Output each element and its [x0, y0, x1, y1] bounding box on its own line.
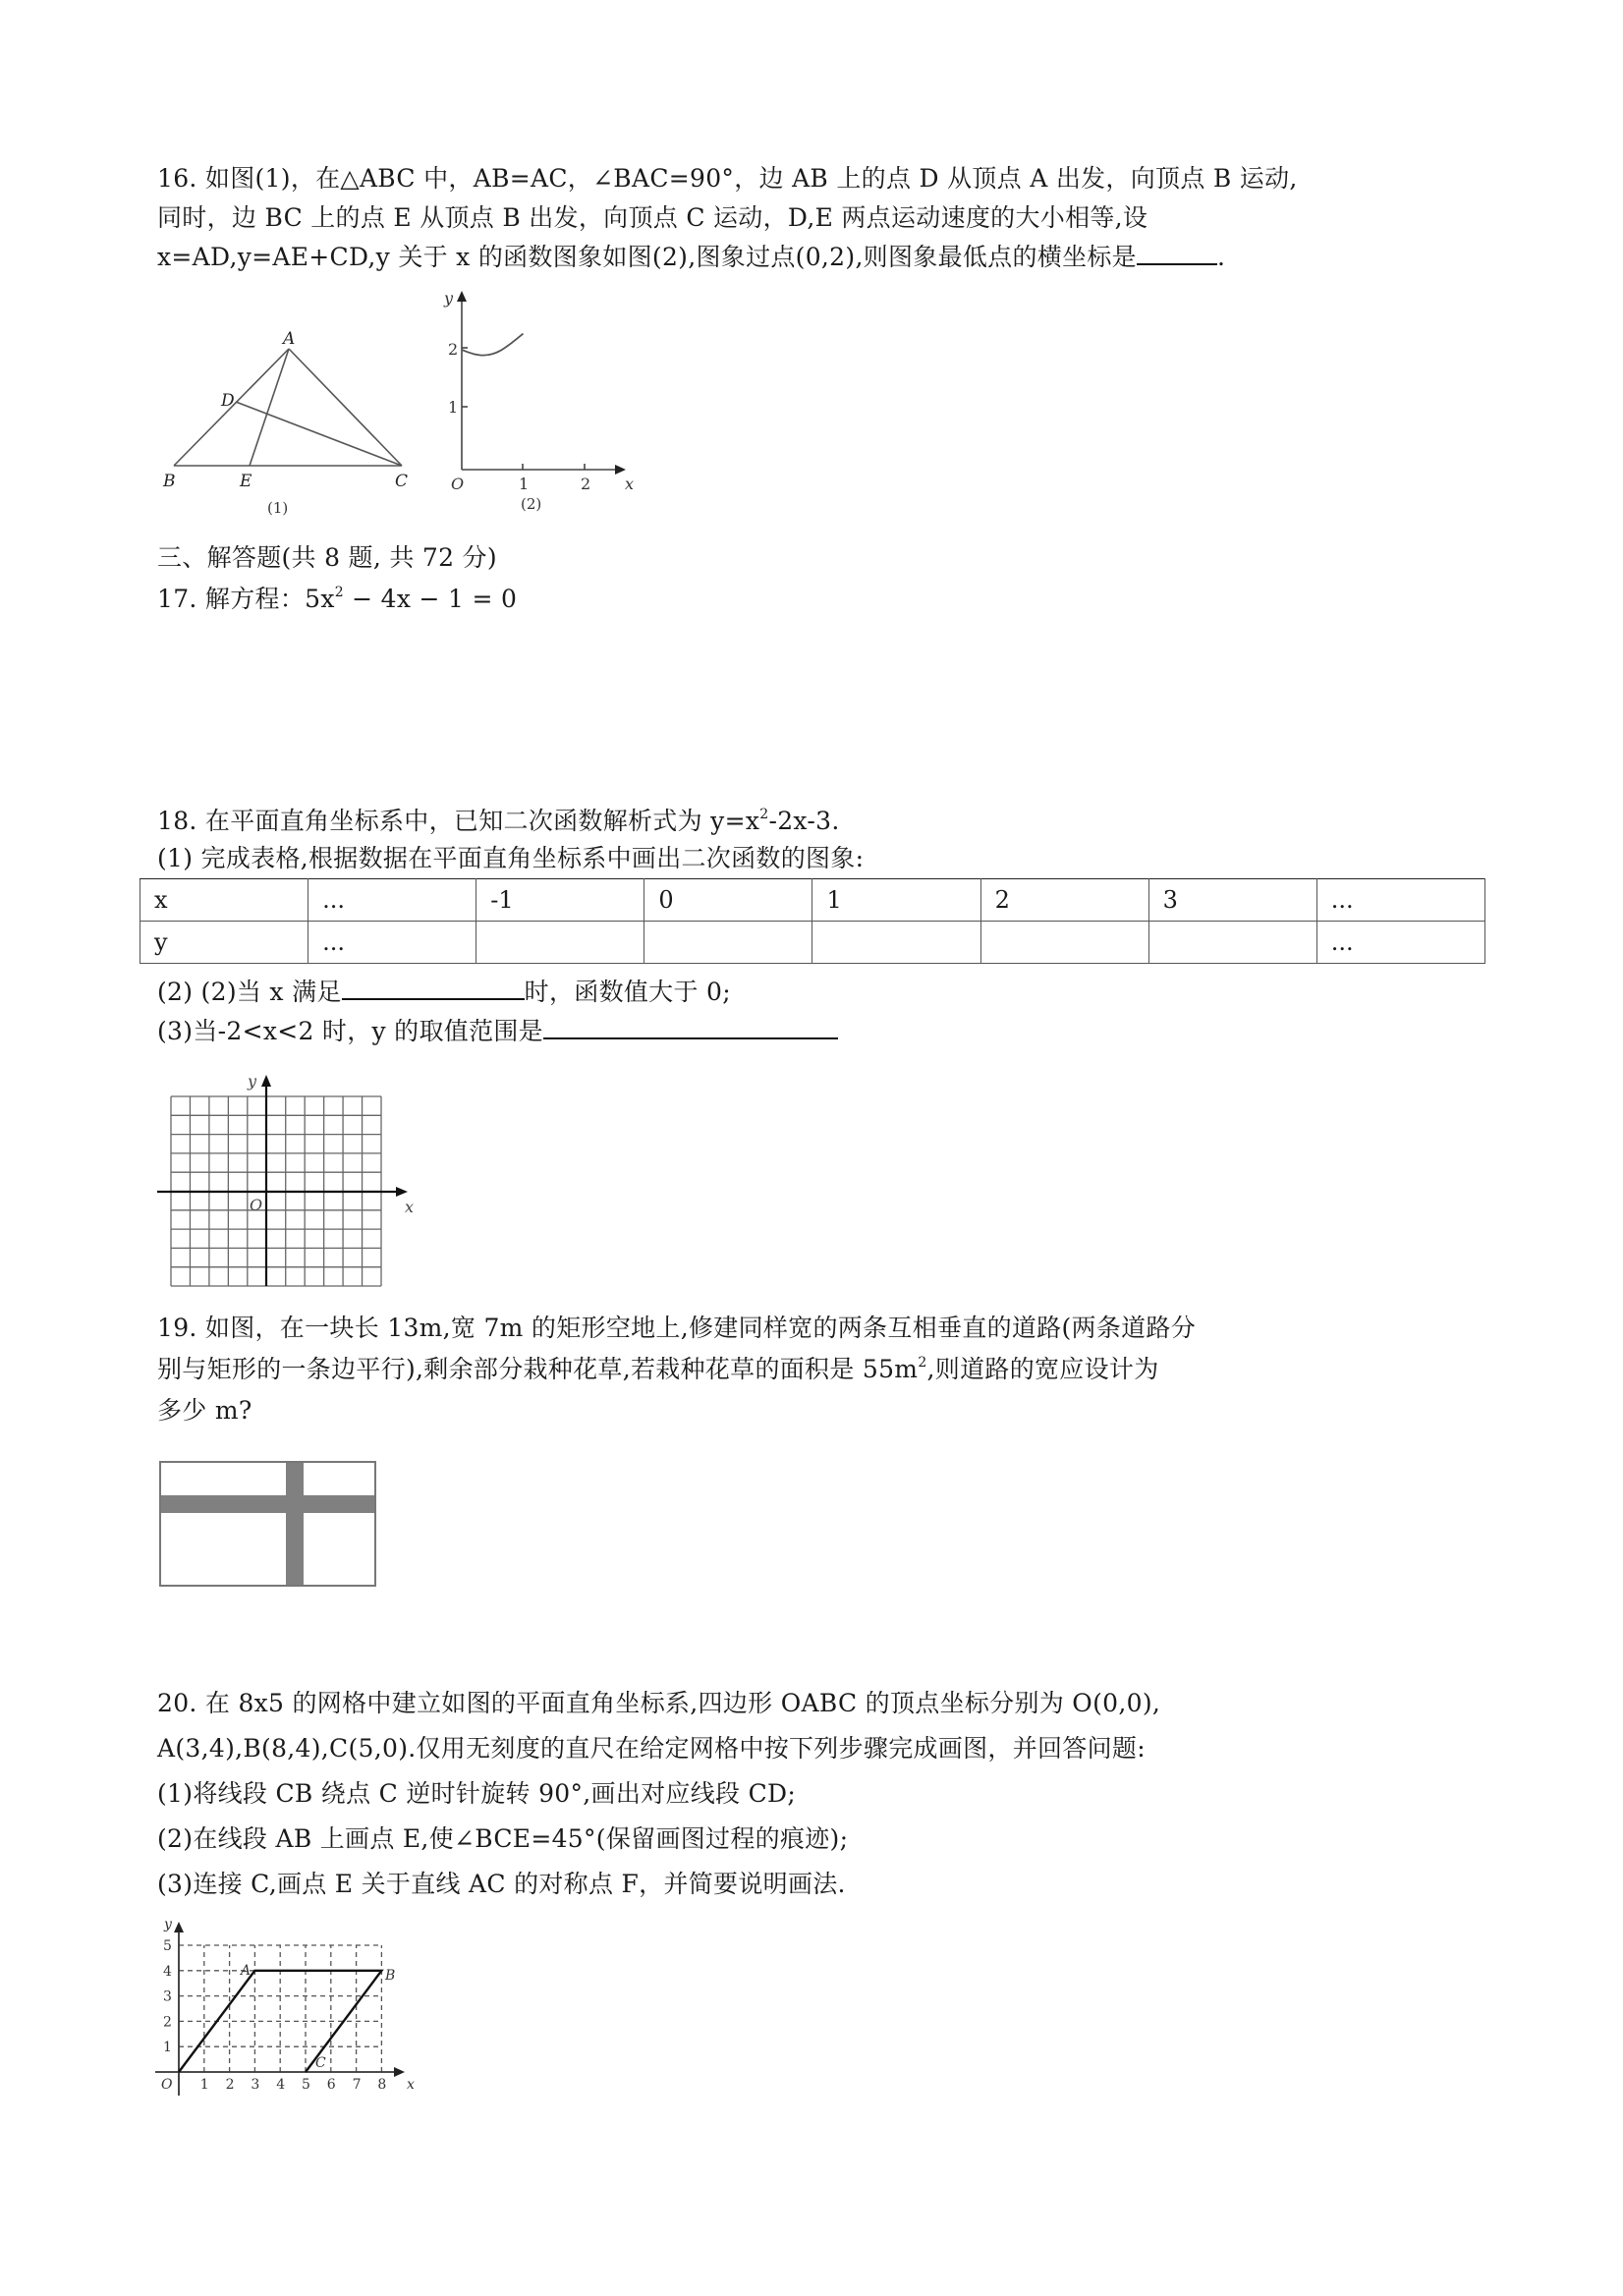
y-axis-label: y: [164, 1917, 172, 1932]
y-axis-label: y: [444, 289, 454, 308]
q18-part2: [157, 975, 731, 1010]
q16-end-punct: .: [1217, 243, 1226, 271]
q18-part3-blank[interactable]: [543, 1016, 838, 1039]
label-d: D: [221, 391, 235, 411]
road-vertical: [286, 1462, 304, 1586]
q18-value-table: [140, 878, 1485, 964]
vertex-label-c: C: [315, 2055, 326, 2071]
q17-eq-exp: 2: [334, 585, 344, 600]
y-axis-arrow-icon: [457, 291, 467, 302]
figure1-caption: (1): [267, 499, 289, 517]
x-tick-label-2: 2: [581, 475, 591, 493]
q18-part2-a: (2) (2)当 x 满足: [157, 978, 342, 1006]
x-tick-label: 5: [302, 2077, 310, 2093]
label-a: A: [283, 329, 296, 349]
q19-line-1: 19. 如图，在一块长 13m,宽 7m 的矩形空地上,修建同样宽的两条互相垂直的道路(两条道路分: [157, 1314, 1197, 1342]
table-row-y: [140, 922, 1485, 964]
y-axis-arrow-icon: [174, 1922, 184, 1932]
table-cell: 3: [1148, 879, 1316, 922]
x-axis-arrow-icon: [396, 1187, 408, 1197]
q18-part2-blank[interactable]: [342, 977, 525, 1000]
q16-line-1: 16. 如图(1)，在△ABC 中，AB=AC，∠BAC=90°，边 AB 上的点 D 从顶点 A 出发，向顶点 B 运动,: [157, 164, 1298, 193]
label-c: C: [395, 472, 409, 491]
y-tick-label: 1: [163, 2040, 172, 2056]
q20-line-5: (3)连接 C,画点 E 关于直线 AC 的对称点 F，并简要说明画法.: [157, 1870, 846, 1898]
x-axis-label: x: [407, 2077, 415, 2093]
label-b: B: [163, 472, 176, 491]
q18-intro-a: 18. 在平面直角坐标系中，已知二次函数解析式为 y=x: [157, 807, 760, 835]
table-cell: 0: [644, 879, 812, 922]
y-tick-label: 4: [163, 1963, 172, 1980]
table-cell: 1: [812, 879, 980, 922]
segment-ac: [289, 349, 402, 466]
table-cell-input[interactable]: [644, 922, 812, 964]
section-3-heading: 三、解答题(共 8 题, 共 72 分): [157, 543, 497, 572]
segment-ae: [250, 349, 289, 466]
origin-label: O: [250, 1196, 263, 1214]
x-tick-label: 7: [352, 2077, 362, 2093]
q16-answer-blank[interactable]: [1137, 242, 1217, 265]
table-cell: ...: [1316, 922, 1484, 964]
q20-line-4: (2)在线段 AB 上画点 E,使∠BCE=45°(保留画图过程的痕迹);: [157, 1824, 849, 1853]
x-axis-arrow-icon: [394, 2067, 405, 2077]
table-cell-input[interactable]: [980, 922, 1148, 964]
q20-coordinate-figure[interactable]: [147, 1916, 422, 2112]
table-cell-input[interactable]: [1148, 922, 1316, 964]
q18-coordinate-grid[interactable]: [147, 1066, 442, 1302]
x-tick-label-1: 1: [519, 475, 530, 493]
origin-label: O: [161, 2077, 173, 2093]
q17-line: [157, 582, 517, 617]
vertex-label-a: A: [241, 1963, 252, 1979]
table-cell: ...: [1316, 879, 1484, 922]
table-cell-input[interactable]: [476, 922, 644, 964]
q17-prefix: 17. 解方程：: [157, 585, 306, 613]
q20-line-1: 20. 在 8x5 的网格中建立如图的平面直角坐标系,四边形 OABC 的顶点坐标分别为 O(0,0),: [157, 1689, 1161, 1717]
table-cell: -1: [476, 879, 644, 922]
q18-part3-text: (3)当-2<x<2 时，y 的取值范围是: [157, 1017, 543, 1045]
x-tick-label: 1: [199, 2077, 209, 2093]
label-e: E: [240, 472, 252, 491]
x-axis-arrow-icon: [615, 465, 626, 475]
table-row-x: [140, 879, 1485, 922]
y-tick-label: 5: [163, 1938, 172, 1954]
q19-line-2-tail: ,则道路的宽应设计为: [926, 1355, 1159, 1383]
q16-function-graph: [432, 280, 658, 526]
q17-eq-b: − 4x − 1 = 0: [343, 585, 518, 613]
function-curve: [462, 334, 524, 356]
y-tick-label: 3: [163, 1988, 172, 2005]
q19-line-3: 多少 m?: [157, 1396, 252, 1425]
q19-line-2-text: 别与矩形的一条边平行),剩余部分栽种花草,若栽种花草的面积是 55m: [157, 1355, 919, 1383]
table-cell: ...: [308, 879, 476, 922]
y-axis-label: y: [248, 1072, 257, 1091]
q16-line-3-text: x=AD,y=AE+CD,y 关于 x 的函数图象如图(2),图象过点(0,2),则图象最低点的横坐标是: [157, 243, 1137, 271]
q19-line-2-exp: 2: [918, 1355, 927, 1371]
q18-part1: (1) 完成表格,根据数据在平面直角坐标系中画出二次函数的图象:: [157, 844, 865, 872]
q20-line-3: (1)将线段 CB 绕点 C 逆时针旋转 90°,画出对应线段 CD;: [157, 1779, 797, 1808]
q18-intro: [157, 804, 840, 839]
table-cell-input[interactable]: [812, 922, 980, 964]
x-tick-label: 4: [276, 2077, 286, 2093]
q19-line-2: [157, 1352, 1159, 1387]
q18-intro-b: -2x-3.: [768, 807, 840, 835]
x-tick-label: 6: [326, 2077, 336, 2093]
vertex-label-b: B: [385, 1968, 396, 1984]
table-cell: ...: [308, 922, 476, 964]
q20-line-2: A(3,4),B(8,4),C(5,0).仅用无刻度的直尺在给定网格中按下列步骤完成画图，并回答问题:: [157, 1734, 1146, 1763]
x-tick-label: 2: [225, 2077, 235, 2093]
x-tick-label: 3: [251, 2077, 260, 2093]
field-border: [160, 1462, 375, 1586]
q18-part2-b: 时，函数值大于 0;: [524, 978, 731, 1006]
table-cell: y: [140, 922, 308, 964]
x-axis-label: x: [405, 1198, 415, 1216]
road-horizontal: [160, 1495, 375, 1513]
y-tick-label-1: 1: [448, 398, 459, 417]
y-tick-label-2: 2: [448, 340, 459, 359]
x-axis-label: x: [625, 475, 635, 493]
table-cell: x: [140, 879, 308, 922]
q18-intro-exp: 2: [759, 807, 769, 822]
q19-rectangle-figure: [147, 1454, 403, 1601]
q16-line-3: [157, 240, 1225, 275]
table-cell: 2: [980, 879, 1148, 922]
q18-part3: [157, 1014, 838, 1049]
q16-triangle-figure: [147, 314, 432, 526]
x-tick-label: 8: [377, 2077, 387, 2093]
y-axis-arrow-icon: [261, 1075, 271, 1087]
figure2-caption: (2): [521, 495, 542, 513]
q17-eq-a: 5x: [305, 585, 335, 613]
q16-line-2: 同时，边 BC 上的点 E 从顶点 B 出发，向顶点 C 运动，D,E 两点运动速度的大小相等,设: [157, 203, 1148, 232]
y-tick-label: 2: [163, 2014, 172, 2031]
origin-label: O: [451, 475, 465, 493]
